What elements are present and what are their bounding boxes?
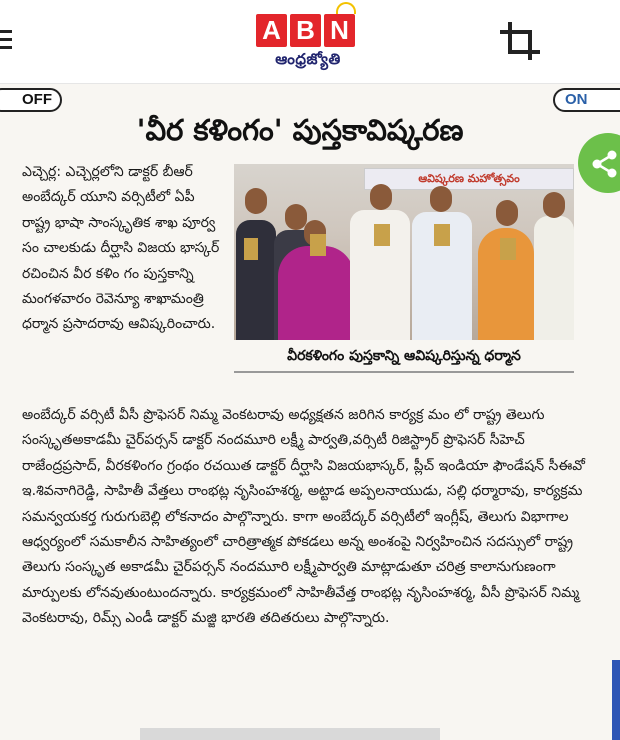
abn-logo[interactable] [256, 14, 360, 78]
photo-person [278, 246, 354, 340]
top-app-bar [0, 0, 620, 84]
photo-person-head [496, 200, 518, 226]
crop-icon[interactable] [498, 20, 542, 62]
toggle-on[interactable] [553, 88, 620, 112]
photo-person-head [543, 192, 565, 218]
book [374, 224, 390, 246]
toggle-off[interactable]: OFF [0, 88, 62, 112]
photo-person-head [245, 188, 267, 214]
photo-person-head [430, 186, 452, 212]
logo-letter: A [256, 14, 287, 47]
toggle-on-label: ON [565, 91, 588, 108]
edge-accent [612, 660, 620, 740]
menu-icon[interactable] [0, 30, 12, 52]
share-icon [590, 149, 620, 179]
logo-crown-icon [336, 2, 356, 14]
book [310, 234, 326, 256]
logo-letter: N [324, 14, 355, 47]
book [434, 224, 450, 246]
book [244, 238, 258, 260]
photo-person [534, 216, 574, 340]
logo-letters [256, 14, 360, 47]
photo-person-head [370, 184, 392, 210]
logo-subtitle: ఆంధ్రజ్యోతి [275, 50, 341, 68]
article-photo [234, 164, 574, 340]
photo-person-head [285, 204, 307, 230]
logo-letter: B [290, 14, 321, 47]
article-body-paragraph: అంబేద్కర్ వర్సిటీ వీసీ ప్రొఫెసర్ నిమ్మ వెంకటరావు అధ్యక్షతన జరిగిన కార్యక్ర మం లో రాష్ట్ర తెలుగు సంస్కృతఅకాడమీ చైర్‌పర్సన్ డాక్టర్ నందమూరి లక్ష్మీ పార్వతి,వర్సిటీ రిజిస్ట్రార్ ప్రొఫెసర్ సీహెచ్ రాజేంద్రప్రసాద్, వీరకళింగం గ్రంథం రచయిత డాక్టర్ దీర్ఘాసి విజయభాస్కర్, ప్లీచ్ ఇండియా ఫౌండేషన్ సీఈవో ఇ.శివనాగిరెడ్డి, సాహితీ వేత్తలు రాంభట్ల నృసింహశర్మ, అట్టాడ అప్పలనాయుడు, సల్లి ధర్మారావు, కార్యక్రమ సమన్వయకర్త గురుగుబెల్లి లోకనాదం పాల్గొన్నారు. కాగా అంబేద్కర్ వర్సిటీలో ఇంగ్లీష్, తెలుగు విభాగాల ఆధ్వర్యంలో సమకాలీన సాహిత్యంలో చారిత్రాత్మక పోకడలు అన్న అంశంపై నిర్వహించిన సదస్సులో రాష్ట్ర తెలుగు సంస్కృత అకాడమీ చైర్‌పర్సన్ నందమూరి లక్ష్మీపార్వతి మాట్లాడుతూ చరిత్ర కాలానుగుణంగా మార్పులకు లోనవుతుంటుందన్నారు. కార్యక్రమంలో సాహితీవేత్త రాంభట్ల నృసింహశర్మ, వీసీ ప్రొఫెసర్ నిమ్మ వెంకటరావు, రిమ్స్ ఎండీ డాక్టర్ మజ్జి భారతి తదితరులు పాల్గొన్నారు. [22, 407, 585, 627]
article-headline: 'వీర కళింగం' పుస్తకావిష్కరణ [136, 113, 464, 147]
photo-banner: ఆవిష్కరణ మహోత్సవం [364, 168, 574, 190]
photo-caption: వీరకళింగం పుస్తకాన్ని ఆవిష్కరిస్తున్న ధర్మాన [234, 343, 574, 373]
book [500, 238, 516, 260]
article-intro-paragraph: ఎచ్చెర్ల: ఎచ్చెర్లలోని డాక్టర్ బీఆర్ అంబేద్కర్ యూని వర్సిటీలో ఏపీ రాష్ట్ర భాషా సాంస్కృతిక శాఖ పూర్వ సం చాలకుడు దీర్ఘాసి విజయ భాస్కర్ రచించిన వీర కళిం గం పుస్తకాన్ని మంగళవారం రెవెన్యూ శాఖామంత్రి ధర్మాన ప్రసాదరావు ఆవిష్కరించారు. [22, 164, 220, 333]
next-headline-fragment [140, 728, 440, 740]
